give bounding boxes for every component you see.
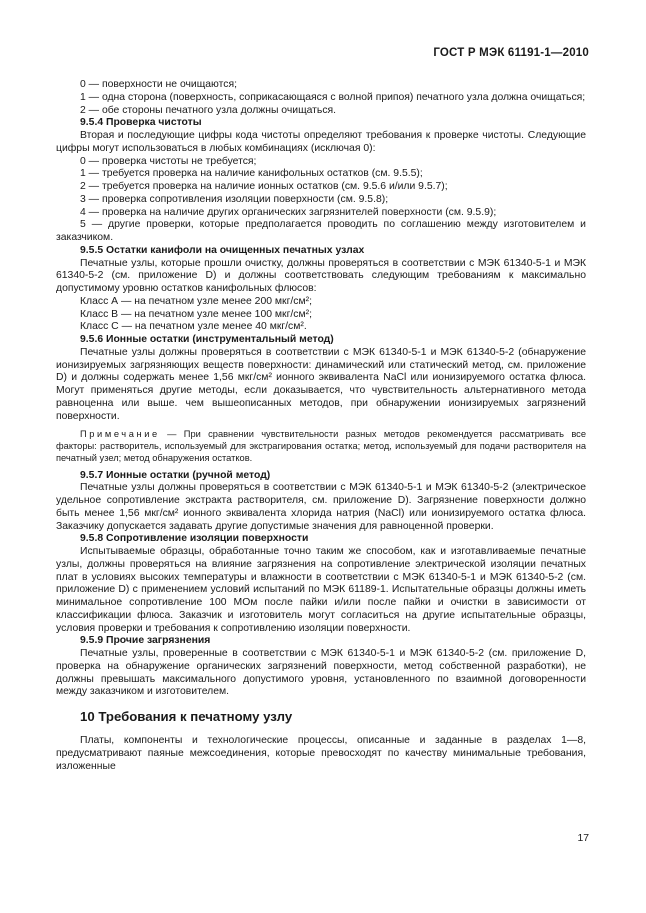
list-item: 1 — одна сторона (поверхность, соприкасающаяся с волной припоя) печатного узла должна очищаться; <box>80 91 586 103</box>
page-number: 17 <box>577 833 589 844</box>
section-heading-9-5-9: 9.5.9 Прочие загрязнения <box>80 635 211 647</box>
document-header: ГОСТ Р МЭК 61191-1—2010 <box>433 47 589 59</box>
paragraph: Печатные узлы, проверенные в соответствии с МЭК 61340-5-1 и МЭК 61340-5-2 (см. приложение D, проверка на обнаружение органических загрязнений поверхности, метод собственной разработки), не должны превышать максимального допустимого уровня, установленного по взаимной договоренности между заказчиком и изготовителем. <box>56 648 586 698</box>
class-item: Класс А — на печатном узле менее 200 мкг/см²; <box>80 295 312 307</box>
paragraph: Печатные узлы, которые прошли очистку, должны проверяться в соответствии с МЭК 61340-5-1 и МЭК 61340-5-2 (см. приложение D) и должны соответствовать следующим требованиям к максимально допустимому уровню остатков канифольных флюсов: <box>56 257 586 294</box>
class-item: Класс В — на печатном узле менее 100 мкг/см²; <box>80 308 312 320</box>
section-heading-10: 10 Требования к печатному узлу <box>80 709 293 725</box>
list-item: 4 — проверка на наличие других органических загрязнителей поверхности (см. 9.5.9); <box>80 206 497 218</box>
list-item: 5 — другие проверки, которые предполагается проводить по соглашению между изготовителем и заказчиком. <box>56 219 586 243</box>
class-item: Класс С — на печатном узле менее 40 мкг/см². <box>80 321 307 333</box>
paragraph: Вторая и последующие цифры кода чистоты определяют требования к проверке чистоты. Следующие цифры могут использоваться в любых комбинациях (исключая 0): <box>56 130 586 154</box>
list-item: 0 — поверхности не очищаются; <box>80 79 237 90</box>
paragraph: Печатные узлы должны проверяться в соответствии с МЭК 61340-5-1 и МЭК 61340-5-2 (электрическое удельное сопротивление экстракта растворителя, см. приложение D). Загрязнение поверхности должно быть менее 1,56 мкг/см² ионного эквивалента хлорида натрия (NaCl) или ионизируемого остатка флюса. Заказчику допускается задавать другие допустимые значения для равноценной проверки. <box>56 482 586 532</box>
section-heading-9-5-4: 9.5.4 Проверка чистоты <box>80 117 202 129</box>
list-item: 0 — проверка чистоты не требуется; <box>80 155 257 167</box>
paragraph: Печатные узлы должны проверяться в соответствии с МЭК 61340-5-1 и МЭК 61340-5-2 (обнаружение ионизируемых загрязняющих веществ поверхности: динамический или статический метод, см. приложение D) и должны содержать менее 1,56 мкг/см² ионного эквивалента NaCl или ионизируемого остатка флюса. Могут применяться другие методы, если доказывается, что чувствительность альтернативного метода равноценна или выше. чем вышеописанных методов, при обнаружении ионизируемых загрязнений поверхности. <box>56 346 586 422</box>
section-heading-9-5-8: 9.5.8 Сопротивление изоляции поверхности <box>80 533 309 545</box>
section-heading-9-5-5: 9.5.5 Остатки канифоли на очищенных печатных узлах <box>80 244 365 256</box>
page-content <box>56 79 586 773</box>
note <box>56 428 586 464</box>
note-label: Примечание <box>80 429 160 440</box>
list-item: 2 — обе стороны печатного узла должны очищаться. <box>80 104 337 116</box>
paragraph: Испытываемые образцы, обработанные точно таким же способом, как и изготавливаемые печатные узлы, должны проверяться на влияние загрязнения на сопротивление электрической изоляции печатных плат в условиях высоких температуры и влажности в соответствии с МЭК 61340-5-1 и МЭК 61340-5-2 (см. приложение D) с применением условий испытаний по МЭК 61189-1. Испытательные образцы должны иметь минимальное сопротивление 100 МОм после пайки и/или после пайки и очистки в зависимости от классификации флюса. Заказчик и изготовитель могут согласиться на другие испытательные образцы, условия проверки и требования к сопротивлению изоляции поверхности. <box>56 546 586 634</box>
list-item: 1 — требуется проверка на наличие канифольных остатков (см. 9.5.5); <box>80 168 423 180</box>
section-heading-9-5-7: 9.5.7 Ионные остатки (ручной метод) <box>80 469 271 481</box>
section-heading-9-5-6: 9.5.6 Ионные остатки (инструментальный метод) <box>80 334 334 345</box>
list-item: 2 — требуется проверка на наличие ионных остатков (см. 9.5.6 и/или 9.5.7); <box>80 181 448 192</box>
paragraph: Платы, компоненты и технологические процессы, описанные и заданные в разделах 1—8, предусматривают паяные межсоединения, которые превосходят по качеству минимальные требования, изложенные <box>56 735 586 772</box>
list-item: 3 — проверка сопротивления изоляции поверхности (см. 9.5.8); <box>80 193 389 205</box>
note-text: — При сравнении чувствительности разных методов рекомендуется рассматривать все факторы: растворитель, используемый для экстрагирования остатка; метод, используемый для подачи растворителя на печатный узел; метод обнаружения остатков. <box>56 429 586 464</box>
